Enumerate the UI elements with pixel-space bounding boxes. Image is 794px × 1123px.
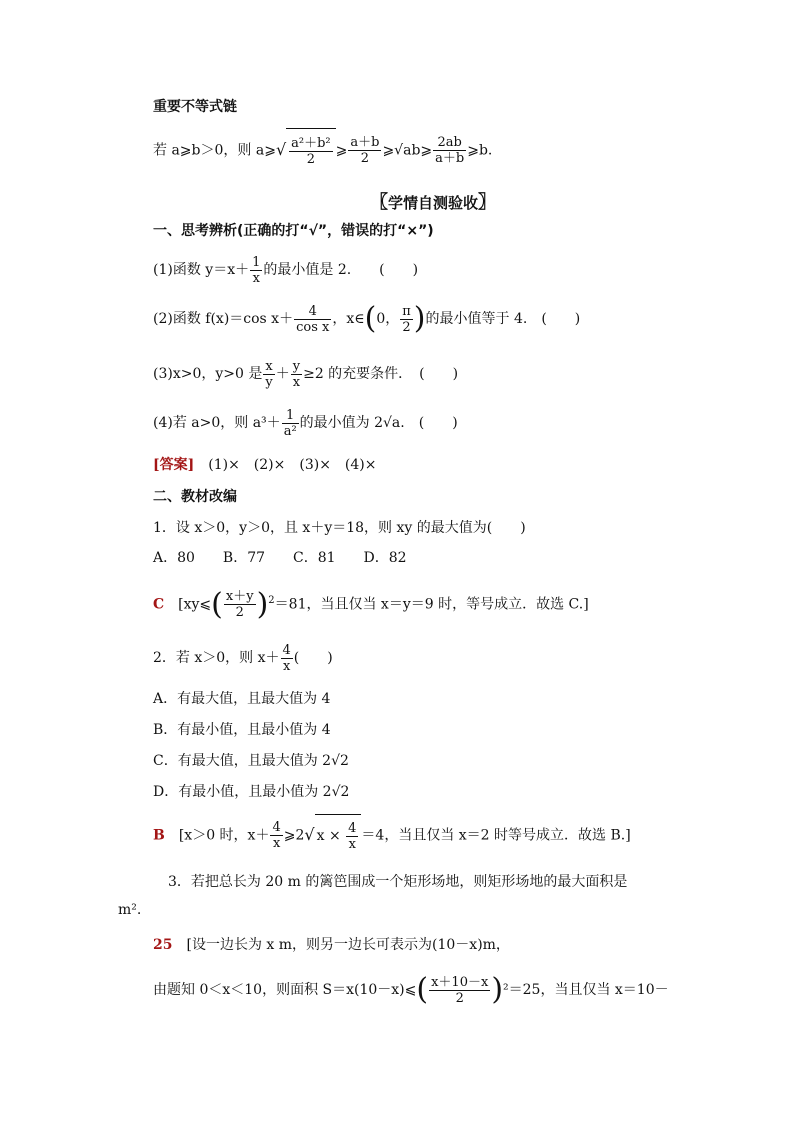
answer-25: 25 <box>153 937 173 953</box>
answer-line: [答案] (1)× (2)× (3)× (4)× <box>153 457 377 473</box>
fraction-harmonic: $\frac{2ab}{a+b}$ <box>435 135 465 166</box>
part1-heading: 一、思考辨析(正确的打“√”，错误的打“×”) <box>153 223 434 239</box>
problem-3-explanation-1: 25 [设一边长为 x m，则另一边长可表示为(10－x)m， <box>153 937 510 953</box>
problem-1-options: A．80 B．77 C．81 D．82 <box>153 550 407 566</box>
fraction-arith-mean: $\frac{a+b}{2}$ <box>350 135 380 166</box>
problem-2-option-a: A．有最大值，且最大值为 4 <box>153 691 331 707</box>
problem-2-option-d: D．有最小值，且最小值为 2√2 <box>153 784 350 800</box>
question-3: (3)x>0，y>0 是 $\frac{x}{y}$ ＋ $\frac{y}{x}$ ≥2 的充要条件． ( ) <box>153 358 459 390</box>
sqrt-mean-square: √ $\frac{\text{a²＋b²}}{2}$ <box>276 128 336 173</box>
sqrt-product: √ x × $\frac{4}{x}$ <box>304 814 361 857</box>
problem-2-option-b: B．有最小值，且最小值为 4 <box>153 722 331 738</box>
problem-2-option-c: C．有最大值，且最大值为 2√2 <box>153 753 349 769</box>
problem-3-unit: m². <box>118 902 142 918</box>
fraction-a2b2: $\frac{\text{a²＋b²}}{2}$ <box>291 135 331 167</box>
fraction-pi-over-2: $\frac{\pi}{2}$ <box>402 303 411 335</box>
problem-2-explanation: B [x＞0 时，x＋ $\frac{4}{x}$ ⩾2√ x × $\frac{4}{x}$ ＝4，当且仅当 x＝2 时等号成立．故选 B.] <box>153 814 631 856</box>
fraction-4-over-x-b: $\frac{4}{x}$ <box>272 820 281 851</box>
section-title: 〖学情自测验收〗 <box>370 192 497 213</box>
problem-1-question: 1．设 x＞0，y＞0，且 x＋y＝18，则 xy 的最大值为( ) <box>153 520 526 536</box>
fraction-1-over-x: $\frac{1}{x}$ <box>252 254 261 286</box>
answer-label: [答案] <box>153 457 195 473</box>
problem-3-explanation-2: 由题知 0＜x＜10，则面积 S＝x(10－x)⩽( $\frac{x+10-x}{2}$ )²＝25，当且仅当 x＝10－ <box>153 972 669 1007</box>
fraction-4-over-cosx: $\frac{4}{\text{cos x}}$ <box>296 303 330 335</box>
answer-letter-c: C <box>153 596 165 613</box>
problem-2-question: 2．若 x＞0，则 x＋ $\frac{4}{x}$ ( ) <box>153 642 333 674</box>
fraction-x-over-y: $\frac{x}{y}$ <box>265 358 273 390</box>
problem-3-question: 3．若把总长为 20 m 的篱笆围成一个矩形场地，则矩形场地的最大面积是 <box>168 874 628 890</box>
problem-1-explanation: C [xy⩽( $\frac{x+y}{2}$ )$^2$＝81，当且仅当 x＝y＝9 时，等号成立．故选 C.] <box>153 586 589 622</box>
fraction-area-bound: $\frac{x+10-x}{2}$ <box>431 974 489 1006</box>
fraction-4-over-x: $\frac{4}{x}$ <box>282 642 291 674</box>
chain-geometric: ⩾√ab⩾ <box>382 142 433 159</box>
chain-end: ⩾b. <box>467 142 493 159</box>
fraction-1-over-a2: $\frac{1}{\text{a²}}$ <box>283 407 297 439</box>
fraction-xy-over-2: $\frac{x+y}{2}$ <box>225 589 254 621</box>
inequality-chain: 若 a⩾b＞0，则 a⩾√ $\frac{\text{a²＋b²}}{2}$ ⩾ $\frac{a+b}{2}$ ⩾√ab⩾ $\frac{2ab}{a+b}$ ⩾b. <box>153 128 492 172</box>
question-2: (2)函数 f(x)＝cos x＋ $\frac{4}{\text{cos x}}$ ，x∈(0， $\frac{\pi}{2}$ )的最小值等于 4. ( ) <box>153 301 581 336</box>
chain-prefix: 若 a⩾b＞0，则 a⩾ <box>153 142 276 159</box>
chain-title: 重要不等式链 <box>153 99 237 115</box>
part2-heading: 二、教材改编 <box>153 489 237 505</box>
answer-letter-b: B <box>153 827 165 844</box>
fraction-y-over-x: $\frac{y}{x}$ <box>292 358 301 390</box>
question-4: (4)若 a>0，则 a³＋ $\frac{1}{\text{a²}}$ 的最小值为 2√a. ( ) <box>153 407 458 439</box>
question-1: (1)函数 y＝x＋ $\frac{1}{x}$ 的最小值是 2. ( ) <box>153 254 419 286</box>
